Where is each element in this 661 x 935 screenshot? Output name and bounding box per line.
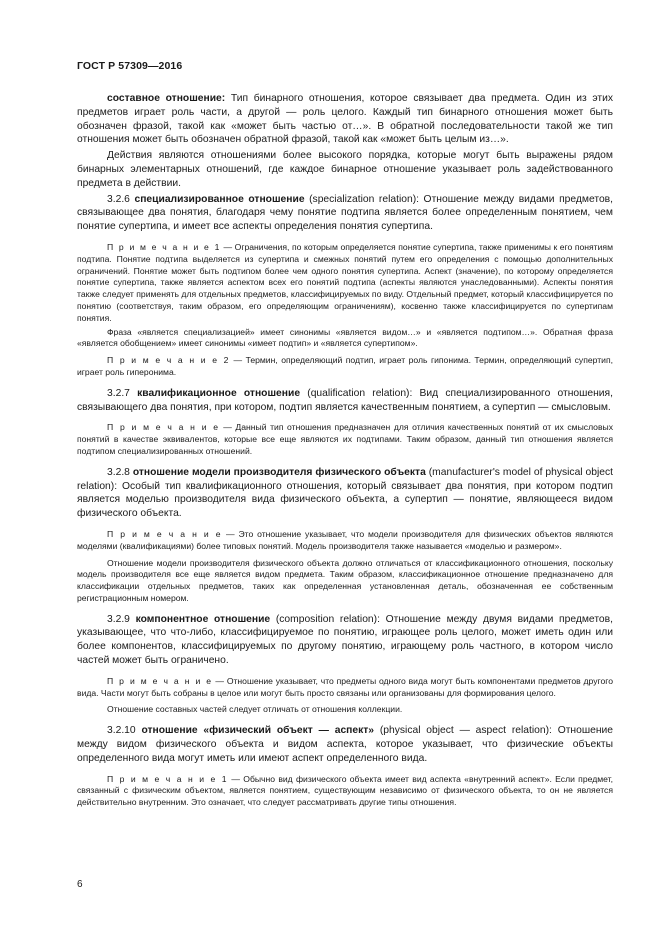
section-number: 3.2.7 bbox=[107, 387, 130, 399]
note-3-2-9 bbox=[77, 676, 613, 700]
document-body bbox=[77, 92, 613, 811]
note-3-2-9-continued: Отношение составных частей следует отличать от отношения коллекции. bbox=[107, 704, 403, 715]
note-3-2-8-continued: Отношение модели производителя физического объекта должно отличаться от классификационного отношения, поскольку модель производителя все еще является видом предмета. Таким образом, классификационное отношение предназначено для классификации отдельных предметов, таких как определенная установленная деталь, обозначенная ее собственным регистрационным номером. bbox=[77, 557, 613, 603]
section-number: 3.2.10 bbox=[107, 725, 136, 737]
note-label: П р и м е ч а н и е 2 bbox=[107, 355, 231, 366]
page-number: 6 bbox=[77, 879, 83, 890]
term-name: специализированное отношение bbox=[134, 193, 305, 205]
note-3-2-6-1-continued: Фраза «является специализацией» имеет синонимы «является видом…» и «является подтипом…». Обратная фраза «является обобщением» имеет синонимы «имеет подтип» и «является супертипом». bbox=[77, 326, 613, 349]
term-definition: (physical object — aspect relation): Отношение между видом физического объекта и видом аспекта, которое указывает, что физические объекты определенного вида могут иметь или имеют аспект определенного вида. bbox=[77, 725, 613, 764]
document-header: ГОСТ Р 57309—2016 bbox=[77, 60, 183, 72]
note-text: — Это отношение указывает, что модели производителя для физических объектов являются моделями (квалификациями) более типовых понятий. Модель производителя также называется «моделью и размером». bbox=[77, 528, 613, 551]
section-number: 3.2.6 bbox=[107, 193, 130, 205]
note-text: — Ограничения, по которым определяется понятие супертипа, также применимы к его понятиям подтипа. Понятие подтипа выделяется из супертипа и смежных понятий путем его определения с помощью дополнительных ограничений. Понятие может быть подтипом более чем одного понятия супертипа. Аспект (значение), по которому определяется понятие супертипа, также является аспектом всех его понятий подтипа (аспекты являются унаследованными). Аспекты понятия также следует применять для отдельных предметов, классифицируемых по виду. Отдельный предмет, который классифицируется по понятию (соответствуя, таким образом, его определяющим ограничениям), косвенно также классифицируется по супертипам понятия. bbox=[77, 241, 613, 323]
section-number: 3.2.8 bbox=[107, 466, 130, 478]
term-name: квалификационное отношение bbox=[137, 387, 301, 399]
section-number: 3.2.9 bbox=[107, 613, 130, 625]
note-3-2-10-1 bbox=[77, 774, 613, 809]
section-3-2-9 bbox=[77, 613, 613, 668]
term-definition: (specialization relation): Отношение между видами предметов, связывающее два понятия, благодаря чему понятие подтипа является более определенным понятием, чем понятие супертипа, и имеет все аспекты определения понятия супертипа. bbox=[77, 193, 613, 233]
term-composite-relation bbox=[77, 92, 613, 147]
note-label: П р и м е ч а н и е bbox=[107, 675, 213, 686]
term-name: компонентное отношение bbox=[135, 613, 271, 625]
note-3-2-6-2 bbox=[77, 355, 613, 379]
term-definition: Тип бинарного отношения, которое связывает два предмета. Один из этих предметов играет роль части, а другой — роль целого. Каждый тип бинарного отношения может быть обозначен фразой, такой как «может быть частью от…». В обратной последовательности такой же тип отношения может быть обозначен обратной фразой, такой как «может быть целым из…». bbox=[77, 93, 613, 146]
actions-paragraph: Действия являются отношениями более высокого порядка, которые могут быть выражены рядом бинарных элементарных отношений, где каждое бинарное отношение указывает роль задействованного предмета в действии. bbox=[77, 150, 613, 189]
note-3-2-7 bbox=[77, 422, 613, 457]
note-label: П р и м е ч а н и е 1 bbox=[107, 773, 229, 784]
term-name: составное отношение: bbox=[107, 93, 226, 104]
term-definition: (composition relation): Отношение между двумя видами предметов, указывающее, что что-либо, классифицируемое по понятию, играющее роль целого, может иметь один или более компонентов, классифицируемых по другому понятию, играющему роль частного, в котором число частей может быть ограничено. bbox=[77, 613, 613, 667]
term-name: отношение модели производителя физического объекта bbox=[132, 466, 426, 478]
note-label: П р и м е ч а н и е 1 bbox=[107, 241, 221, 252]
note-label: П р и м е ч а н и е bbox=[107, 528, 223, 539]
note-3-2-8 bbox=[77, 529, 613, 553]
note-label: П р и м е ч а н и е bbox=[107, 422, 220, 433]
note-text: — Термин, определяющий подтип, играет роль гипонима. Термин, определяющий супертип, играет роль гиперонима. bbox=[77, 355, 613, 377]
term-name: отношение «физический объект — аспект» bbox=[141, 725, 375, 737]
note-text: — Данный тип отношения предназначен для отличия качественных понятий от их смысловых понятий в качестве эквивалентов, которые все еще являются их подтипами. Таким образом, данный тип отношения является подтипом специализированных отношений. bbox=[77, 422, 613, 456]
section-3-2-10 bbox=[77, 724, 613, 765]
term-definition: (qualification relation): Вид специализированного отношения, связывающего два понятия, при котором, подтип является качественным понятием, а супертип — смысловым. bbox=[77, 387, 613, 413]
term-definition: (manufacturer's model of physical object relation): Особый тип квалификационного отношения, который связывает два понятия, при котором подтип является моделью производителя вида физического объекта, а супертип — понятие, являющееся видом физического объекта. bbox=[77, 466, 613, 520]
section-3-2-6 bbox=[77, 193, 613, 234]
note-3-2-6-1 bbox=[77, 242, 613, 325]
section-3-2-8 bbox=[77, 466, 613, 521]
note-text: — Обычно вид физического объекта имеет вид аспекта «внутренний аспект». Если предмет, связанный с физическим объектом, является понятием, существующим независимо от физического объекта, то он не является действительно внутренним. Это означает, что следует рассматривать другие типы отношения. bbox=[77, 773, 613, 808]
note-text: — Отношение указывает, что предметы одного вида могут быть компонентами предметов другого вида. Части могут быть собраны в целое или могут быть просто связаны или организованы для формирования целого. bbox=[77, 675, 613, 698]
section-3-2-7 bbox=[77, 387, 613, 415]
